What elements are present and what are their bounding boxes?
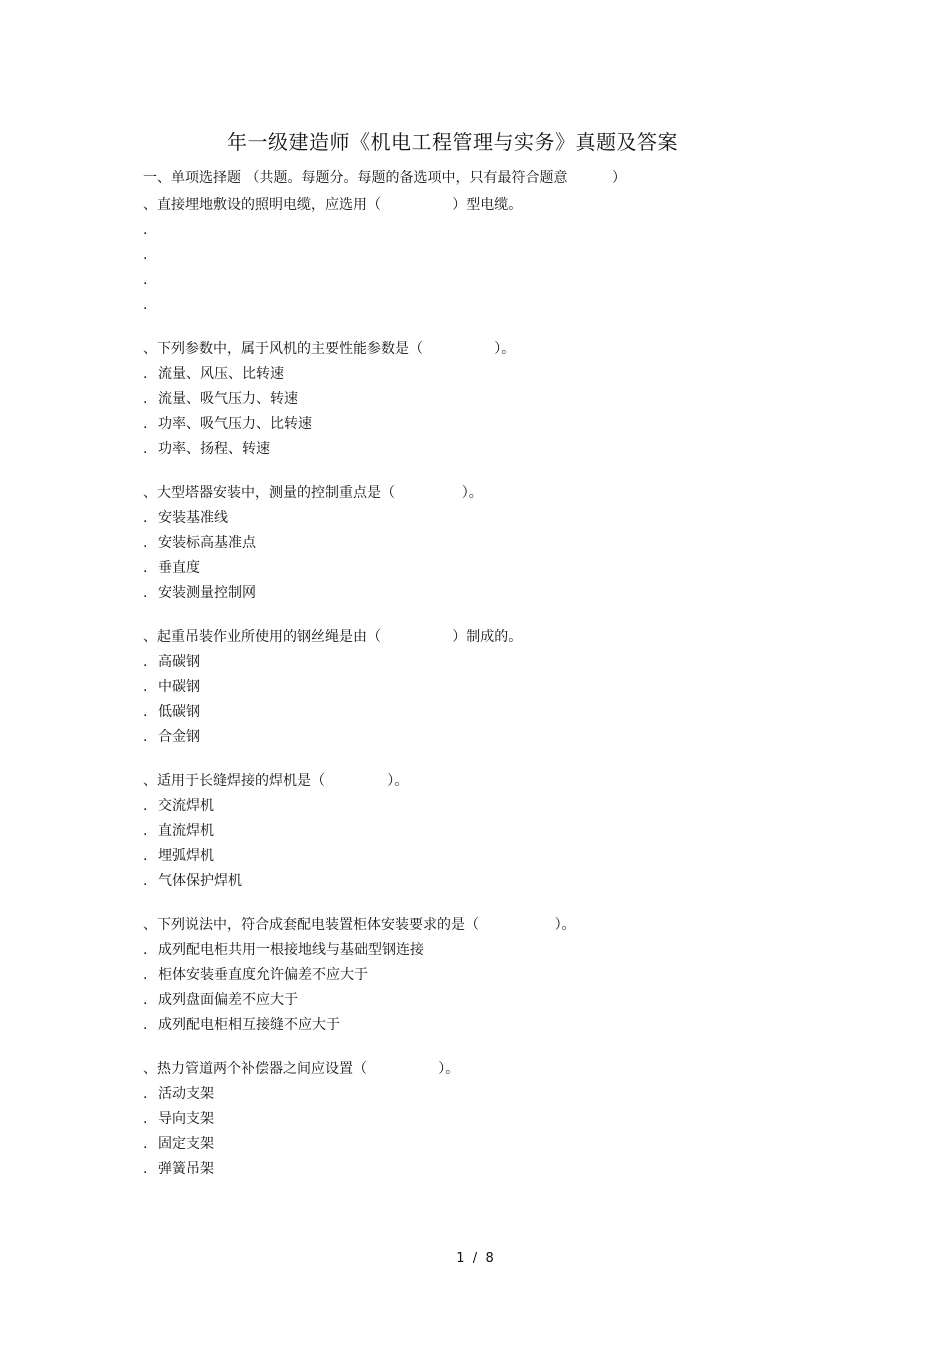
option-marker: . (143, 967, 148, 983)
option-a (143, 508, 863, 528)
option-a (143, 940, 863, 960)
option-text: 导向支架 (158, 1111, 214, 1127)
option-d (143, 727, 863, 747)
option-marker: . (143, 798, 148, 814)
option-b (143, 533, 863, 553)
option-a (143, 796, 863, 816)
option-c (143, 1134, 863, 1154)
option-text: 成列配电柜相互接缝不应大于 (158, 1017, 340, 1033)
option-c (143, 990, 863, 1010)
question-list (143, 195, 863, 1203)
option-marker: . (143, 366, 148, 382)
option-b (143, 389, 863, 409)
option-b (143, 965, 863, 985)
option-marker: . (143, 535, 148, 551)
question-stem: 、直接埋地敷设的照明电缆，应选用（ ）型电缆。 (143, 197, 523, 213)
option-marker: . (143, 560, 148, 576)
option-text: 中碳钢 (158, 679, 200, 695)
option-text: 流量、吸气压力、转速 (158, 391, 298, 407)
option-text: 安装标高基准点 (158, 535, 256, 551)
option-text: 高碳钢 (158, 654, 200, 670)
option-b (143, 677, 863, 697)
option-a (143, 364, 863, 384)
option-text: 功率、吸气压力、比转速 (158, 416, 312, 432)
option-marker: . (143, 823, 148, 839)
option-text: 垂直度 (158, 560, 200, 576)
option-marker: . (143, 1136, 148, 1152)
question-stem: 、适用于长缝焊接的焊机是（ ）。 (143, 773, 409, 789)
option-d (143, 439, 863, 459)
option-a (143, 1084, 863, 1104)
question-stem: 、热力管道两个补偿器之间应设置（ ）。 (143, 1061, 460, 1077)
option-marker: . (143, 704, 148, 720)
option-c (143, 414, 863, 434)
question-3 (143, 483, 863, 603)
question-stem: 、起重吊装作业所使用的钢丝绳是由（ ）制成的。 (143, 629, 523, 645)
section-heading: 一、单项选择题 （共题。每题分。每题的备选项中，只有最符合题意 ） (143, 170, 626, 186)
option-marker: . (143, 679, 148, 695)
question-2 (143, 339, 863, 459)
option-text: 安装基准线 (158, 510, 228, 526)
option-marker: . (143, 1161, 148, 1177)
question-1 (143, 195, 863, 315)
question-5 (143, 771, 863, 891)
question-stem: 、下列参数中，属于风机的主要性能参数是（ ）。 (143, 341, 516, 357)
page-number: 1 / 8 (456, 1251, 494, 1266)
option-a: . (143, 222, 148, 238)
option-text: 合金钢 (158, 729, 200, 745)
option-c (143, 558, 863, 578)
document-title: 年一级建造师《机电工程管理与实务》真题及答案 (227, 130, 678, 154)
option-marker: . (143, 848, 148, 864)
option-text: 活动支架 (158, 1086, 214, 1102)
option-text: 埋弧焊机 (158, 848, 214, 864)
option-text: 弹簧吊架 (158, 1161, 214, 1177)
option-marker: . (143, 585, 148, 601)
option-marker: . (143, 1017, 148, 1033)
option-text: 柜体安装垂直度允许偏差不应大于 (158, 967, 368, 983)
option-marker: . (143, 992, 148, 1008)
option-marker: . (143, 873, 148, 889)
option-text: 气体保护焊机 (158, 873, 242, 889)
option-d (143, 1015, 863, 1035)
option-marker: . (143, 1111, 148, 1127)
option-text: 成列配电柜共用一根接地线与基础型钢连接 (158, 942, 424, 958)
option-d (143, 583, 863, 603)
option-marker: . (143, 510, 148, 526)
option-b (143, 821, 863, 841)
option-marker: . (143, 416, 148, 432)
question-4 (143, 627, 863, 747)
option-text: 低碳钢 (158, 704, 200, 720)
question-stem: 、下列说法中，符合成套配电装置柜体安装要求的是（ ）。 (143, 917, 576, 933)
option-text: 流量、风压、比转速 (158, 366, 284, 382)
question-7 (143, 1059, 863, 1179)
option-marker: . (143, 729, 148, 745)
option-b: . (143, 247, 148, 263)
option-marker: . (143, 1086, 148, 1102)
question-stem: 、大型塔器安装中，测量的控制重点是（ ）。 (143, 485, 483, 501)
option-text: 直流焊机 (158, 823, 214, 839)
option-text: 成列盘面偏差不应大于 (158, 992, 298, 1008)
option-text: 安装测量控制网 (158, 585, 256, 601)
option-text: 功率、扬程、转速 (158, 441, 270, 457)
option-d: . (143, 297, 148, 313)
option-text: 交流焊机 (158, 798, 214, 814)
option-marker: . (143, 942, 148, 958)
option-d (143, 871, 863, 891)
option-a (143, 652, 863, 672)
option-marker: . (143, 654, 148, 670)
option-marker: . (143, 441, 148, 457)
question-6 (143, 915, 863, 1035)
option-b (143, 1109, 863, 1129)
option-c (143, 846, 863, 866)
option-c (143, 702, 863, 722)
option-d (143, 1159, 863, 1179)
option-marker: . (143, 391, 148, 407)
option-c: . (143, 272, 148, 288)
option-text: 固定支架 (158, 1136, 214, 1152)
